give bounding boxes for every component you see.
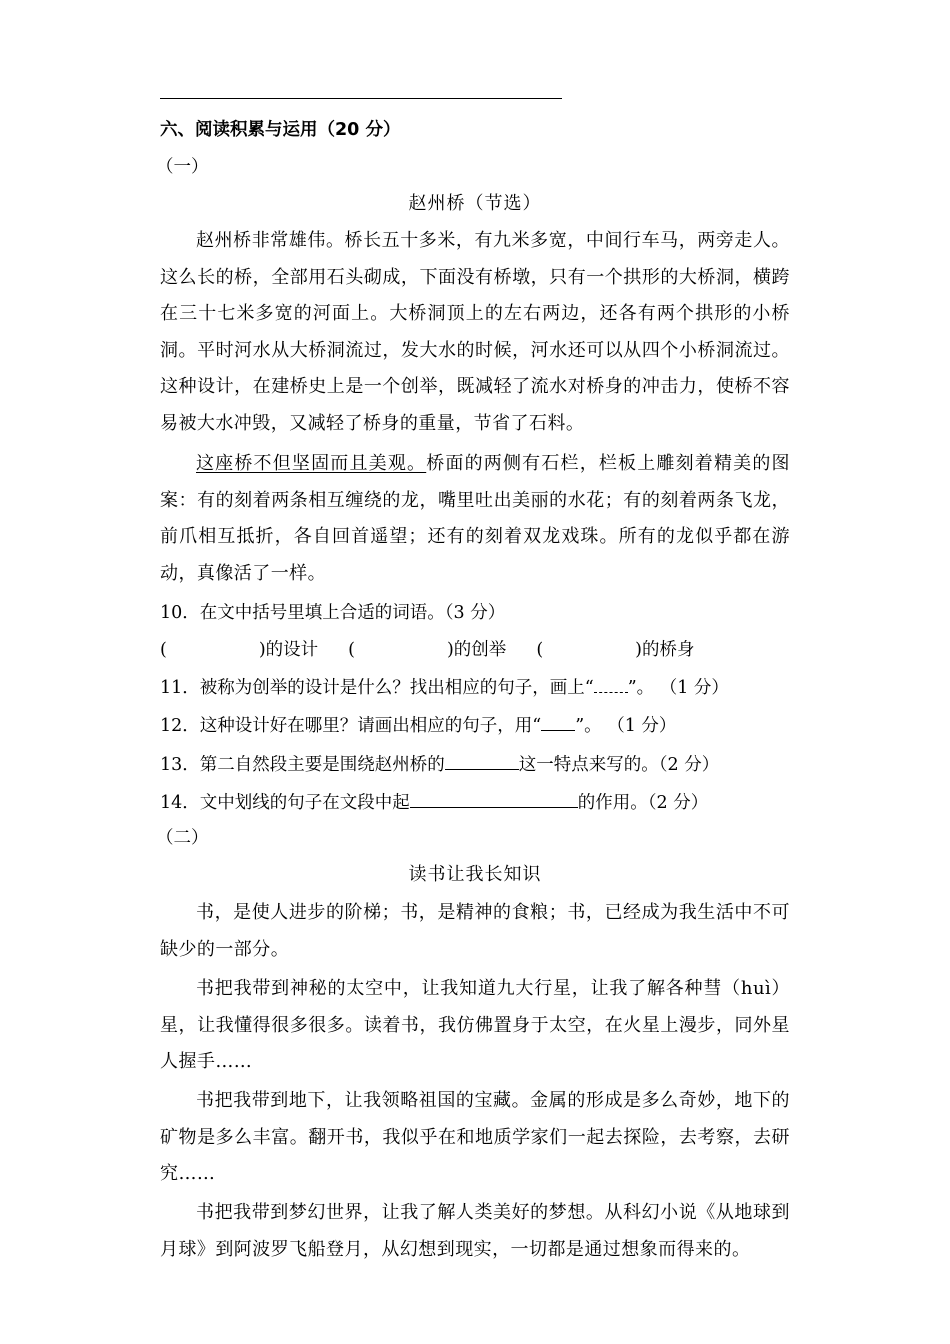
part-two-label: （二） [156,828,209,848]
passage-one-paragraph-1: 赵州桥非常雄伟。桥长五十多米，有九米多宽，中间行车马，两旁走人。这么长的桥，全部用石头砌成，下面没有桥墩，只有一个拱形的大桥洞，横跨在三十七米多宽的河面上。大桥洞顶上的左右两边，还各有两个拱形的小桥洞。平时河水从大桥洞流过，发大水的时候，河水还可以从四个小桥洞流过。这种设计，在建桥史上是一个创举，既减轻了流水对桥身的冲击力，使桥不容易被大水冲毁，又减轻了桥身的重量，节省了石料。 [160,230,790,434]
passage-two-title: 读书让我长知识 [408,864,542,885]
question-10-blanks: ( )的设计 ( )的创举 ( )的桥身 [160,640,695,660]
question-11: 11．被称为创举的设计是什么？找出相应的句子，画上“ ”。 （1 分） [160,678,729,698]
answer-blank-14[interactable] [410,789,578,808]
dashed-underline-mark [594,676,628,693]
paragraph-2-rest: 桥面的两侧有石栏，栏板上雕刻着精美的图案：有的刻着两条相互缠绕的龙，嘴里吐出美丽的水花；有的刻着两条飞龙，前爪相互抵折，各自回首遥望；还有的刻着双龙戏珠。所有的龙似乎都在游动，真像活了一样。 [160,453,790,584]
top-divider [160,98,562,99]
passage-two-paragraph-3: 书把我带到地下，让我领略祖国的宝藏。金属的形成是多么奇妙，地下的矿物是多么丰富。翻开书，我似乎在和地质学家们一起去探险，去考察，去研究…… [160,1090,790,1185]
answer-blank-13[interactable] [445,751,519,770]
passage-one-title: 赵州桥（节选） [408,193,542,214]
passage-two-paragraph-2: 书把我带到神秘的太空中，让我知道九大行星，让我了解各种彗（huì）星，让我懂得很多很多。读着书，我仿佛置身于太空，在火星上漫步，同外星人握手…… [160,978,790,1073]
part-one-label: （一） [156,157,209,177]
question-14: 14．文中划线的句子在文段中起 的作用。（2 分） [160,789,800,815]
underlined-sentence: 这座桥不但坚固而且美观。 [196,453,427,474]
question-10: 10．在文中括号里填上合适的词语。（3 分） [160,603,506,623]
question-13: 13．第二自然段主要是围绕赵州桥的 这一特点来写的。（2 分） [160,751,800,777]
passage-two-paragraph-4: 书把我带到梦幻世界，让我了解人类美好的梦想。从科幻小说《从地球到月球》到阿波罗飞船登月，从幻想到现实，一切都是通过想象而得来的。 [160,1202,790,1260]
section-heading: 六、阅读积累与运用（20 分） [160,120,401,140]
solid-underline-mark [541,714,575,731]
passage-one-paragraph-2 [160,446,790,592]
passage-two-paragraph-1: 书，是使人进步的阶梯；书，是精神的食粮；书，已经成为我生活中不可缺少的一部分。 [160,902,790,960]
question-12: 12．这种设计好在哪里？请画出相应的句子，用“ ”。 （1 分） [160,716,677,736]
